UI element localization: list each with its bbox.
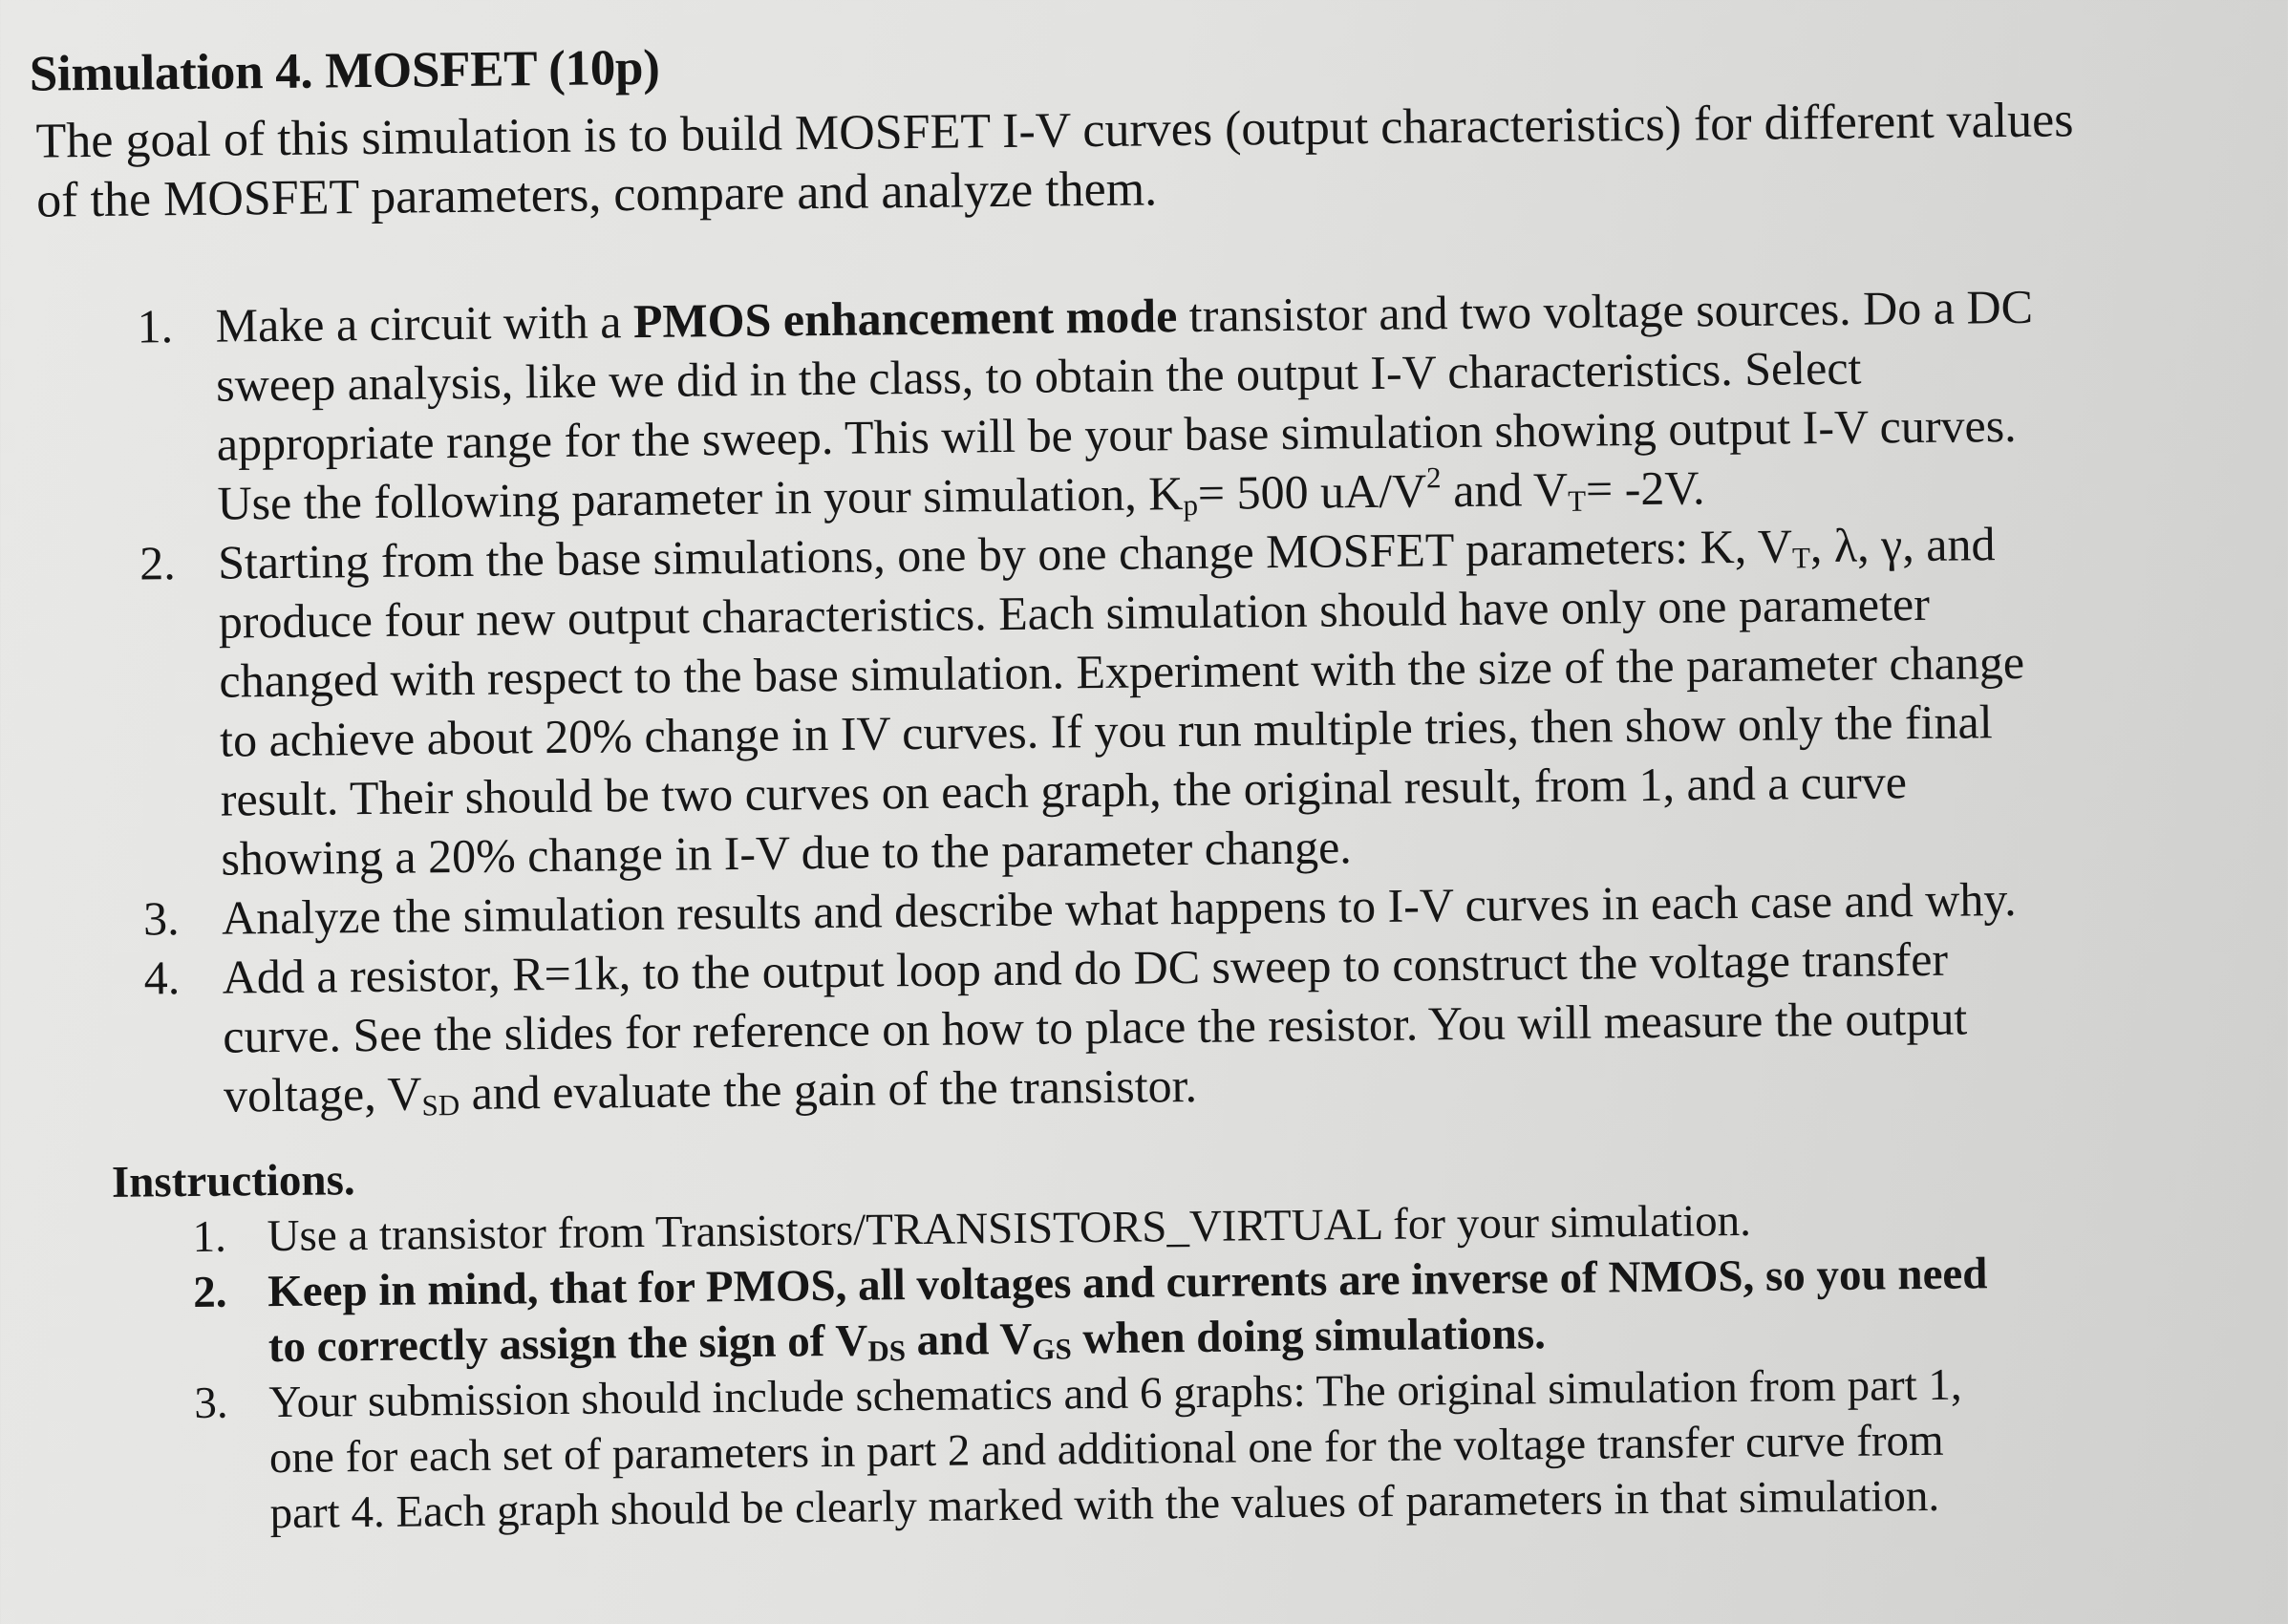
list-number: 1.: [192, 1211, 227, 1262]
text: = 500 uA/V: [1197, 463, 1427, 520]
instruction-line: Keep in mind, that for PMOS, all voltages and currents are inverse of NMOS, so you need: [267, 1249, 1988, 1317]
subscript: SD: [421, 1088, 460, 1122]
instructions-heading: Instructions.: [111, 1155, 355, 1207]
list-number: 3.: [194, 1378, 228, 1428]
subscript: DS: [867, 1334, 907, 1368]
instruction-line: one for each set of parameters in part 2 and additional one for the voltage transfer curve from: [268, 1415, 1944, 1484]
task-line: result. Their should be two curves on each graph, the original result, from 1, and a curve: [220, 755, 1908, 826]
task-line: changed with respect to the base simulation. Experiment with the size of the parameter change: [219, 634, 2025, 708]
text: and evaluate the gain of the transistor.: [459, 1058, 1198, 1121]
instruction-line: part 4. Each graph should be clearly marked with the values of parameters in that simulation.: [269, 1470, 1940, 1539]
list-number: 4.: [143, 951, 181, 1005]
text: = -2V.: [1585, 460, 1705, 516]
text: and V: [905, 1314, 1033, 1366]
subscript: T: [1568, 483, 1587, 518]
subscript: p: [1183, 487, 1199, 523]
text: Make a circuit with a: [215, 294, 634, 353]
intro-line: of the MOSFET parameters, compare and analyze them.: [35, 161, 1158, 228]
page-title: Simulation 4. MOSFET (10p): [29, 39, 660, 102]
task-item-2: [139, 512, 2197, 888]
intro-line: The goal of this simulation is to build MOSFET I-V curves (output characteristics) for different values: [35, 93, 2074, 169]
task-line: Analyze the simulation results and describe what happens to I-V curves in each case and why.: [221, 871, 2017, 945]
task-item-4: [143, 927, 2199, 1126]
text: to correctly assign the sign of V: [267, 1315, 868, 1373]
text: voltage, V: [223, 1066, 422, 1122]
bold-text: PMOS enhancement mode: [632, 288, 1178, 349]
list-number: 2.: [192, 1267, 227, 1317]
text: Starting from the base simulations, one by one change MOSFET parameters: K, V: [217, 519, 1793, 589]
task-line: showing a 20% change in I-V due to the parameter change.: [221, 820, 1353, 886]
list-number: 1.: [137, 299, 174, 353]
instruction-item-2: [193, 1244, 2152, 1375]
superscript: 2: [1425, 460, 1442, 495]
task-line: appropriate range for the sweep. This will be your base simulation showing output I-V curves.: [216, 397, 2017, 471]
text: transistor and two voltage sources. Do a DC: [1176, 279, 2034, 343]
list-number: 2.: [139, 536, 176, 590]
text: Use the following parameter in your simulation, K: [217, 466, 1184, 530]
instructions-list: [192, 1188, 2154, 1541]
text: when doing simulations.: [1071, 1309, 1547, 1364]
task-line: curve. See the slides for reference on how to place the resistor. You will measure the output: [223, 991, 1968, 1063]
instruction-line: Your submission should include schematics and 6 graphs: The original simulation from part 1,: [268, 1359, 1962, 1428]
subscript: GS: [1032, 1332, 1072, 1366]
subscript: T: [1791, 541, 1811, 575]
task-line: to achieve about 20% change in IV curves. If you run multiple tries, then show only the final: [219, 694, 1993, 767]
task-line: produce four new output characteristics. Each simulation should have only one parameter: [218, 576, 1931, 649]
task-line: sweep analysis, like we did in the class, to obtain the output I-V characteristics. Select: [215, 340, 1862, 412]
instruction-line: Use a transistor from Transistors/TRANSISTORS_VIRTUAL for your simulation.: [267, 1195, 1752, 1262]
task-line: Add a resistor, R=1k, to the output loop and do DC sweep to construct the voltage transfer: [222, 931, 1949, 1004]
task-list: [137, 275, 2199, 1125]
text: and V: [1441, 461, 1569, 518]
text: , λ, γ, and: [1809, 517, 1996, 573]
intro-paragraph: [35, 90, 2234, 231]
instruction-item-3: [194, 1355, 2154, 1541]
list-number: 3.: [142, 891, 180, 946]
task-item-1: [137, 275, 2192, 534]
